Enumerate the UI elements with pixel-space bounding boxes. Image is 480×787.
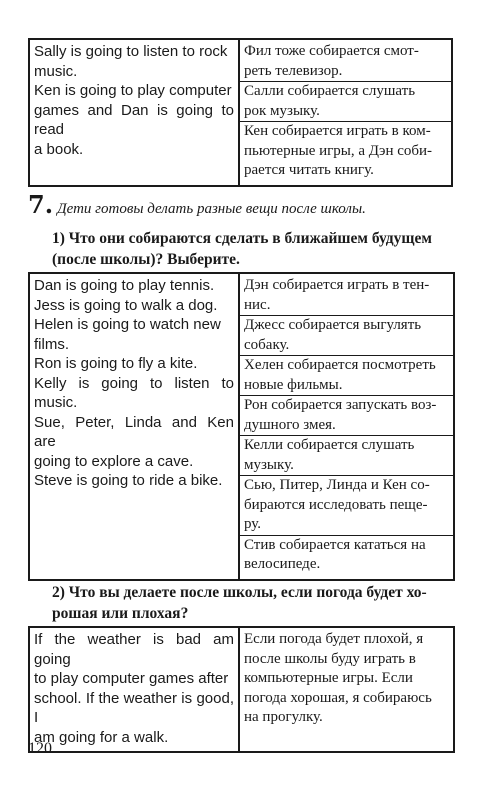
text-line: Sue, Peter, Linda and Ken are <box>34 413 234 450</box>
text-line: Кен собирается играть в ком- <box>244 123 431 139</box>
text-line: games and Dan is going to read <box>34 101 234 138</box>
english-column <box>29 273 239 580</box>
task-1-question <box>52 228 454 270</box>
text-line: компьютерные игры. Если <box>244 670 413 686</box>
text-line: Салли собирается слушать <box>244 83 416 99</box>
translation-table-2 <box>28 272 455 581</box>
text-line: Хелен собирается посмотреть <box>244 357 436 373</box>
text-line: Ron is going to fly a kite. <box>34 355 198 372</box>
text-line: music. <box>34 62 78 80</box>
text-line: Келли собирается слушать <box>244 437 415 453</box>
text-line: going to explore a cave. <box>34 452 194 470</box>
text-line: Ken is going to play computer <box>34 82 232 99</box>
text-line: реть телевизор. <box>244 62 343 79</box>
translation-cell <box>240 475 453 535</box>
text-line: 1) Что они собираются сделать в ближайшем будущем <box>52 230 432 247</box>
translation-cell <box>240 42 451 81</box>
text-line: Helen is going to watch new <box>34 316 221 333</box>
translation-cell <box>240 355 453 395</box>
text-line: Sally is going to listen to rock <box>34 43 228 60</box>
text-line: films. <box>34 335 69 353</box>
text-line: school. If the weather is good, I <box>34 689 234 726</box>
text-line: велосипеде. <box>244 556 321 572</box>
text-line: Сью, Питер, Линда и Кен со- <box>244 477 430 493</box>
text-line: Dan is going to play tennis. <box>34 277 215 294</box>
task-2-question <box>52 582 454 624</box>
english-column <box>29 627 239 752</box>
text-line: после школы буду играть в <box>244 650 416 667</box>
text-line: a book. <box>34 140 84 158</box>
text-line: to play computer games after <box>34 670 229 687</box>
text-line: (после школы)? Выберите. <box>52 251 240 268</box>
text-line: If the weather is bad am going <box>34 631 234 668</box>
text-line: Steve is going to ride a bike. <box>34 472 223 489</box>
text-line: собаку. <box>244 336 290 353</box>
translation-cell <box>240 630 453 728</box>
translation-cell <box>240 435 453 475</box>
text-line: рошая или плохая? <box>52 605 189 622</box>
text-line: Фил тоже собирается смот- <box>244 43 419 59</box>
exercise-number: 7. <box>28 190 54 219</box>
translation-cell <box>240 395 453 435</box>
text-line: Дэн собирается играть в тен- <box>244 277 430 293</box>
exercise-7-heading <box>28 190 458 219</box>
russian-column <box>239 627 454 752</box>
exercise-instruction: Дети готовы делать разные вещи после школы. <box>57 201 366 217</box>
translation-table-3 <box>28 626 455 753</box>
text-line: бираются исследовать пеще- <box>244 496 428 513</box>
text-line: Рон собирается запускать воз- <box>244 397 437 413</box>
russian-column <box>239 273 454 580</box>
text-line: Джесс собирается выгулять <box>244 317 422 333</box>
translation-cell <box>240 535 453 575</box>
text-line: новые фильмы. <box>244 376 343 393</box>
text-line: рок музыку. <box>244 102 320 119</box>
translation-cell <box>240 315 453 355</box>
translation-cell <box>240 81 451 121</box>
translation-cell <box>240 121 451 181</box>
russian-column <box>239 39 452 186</box>
text-line: Стив собирается кататься на <box>244 536 426 553</box>
translation-table-1 <box>28 38 453 187</box>
text-line: Если погода будет плохой, я <box>244 631 424 647</box>
text-line: музыку. <box>244 456 294 473</box>
text-line: ру. <box>244 516 262 532</box>
text-line: рается читать книгу. <box>244 162 374 178</box>
text-line: пьютерные игры, а Дэн соби- <box>244 142 433 159</box>
page-number: 120 <box>28 740 52 757</box>
text-line: am going for a walk. <box>34 728 169 746</box>
translation-cell <box>240 276 453 315</box>
text-line: Kelly is going to listen to music. <box>34 374 234 411</box>
text-line: погода хорошая, я собираюсь <box>244 689 432 706</box>
text-line: 2) Что вы делаете после школы, если погода будет хо- <box>52 584 427 601</box>
text-line: душного змея. <box>244 416 336 433</box>
english-column <box>29 39 239 186</box>
text-line: на прогулку. <box>244 709 323 725</box>
text-line: нис. <box>244 296 271 313</box>
text-line: Jess is going to walk a dog. <box>34 296 218 314</box>
